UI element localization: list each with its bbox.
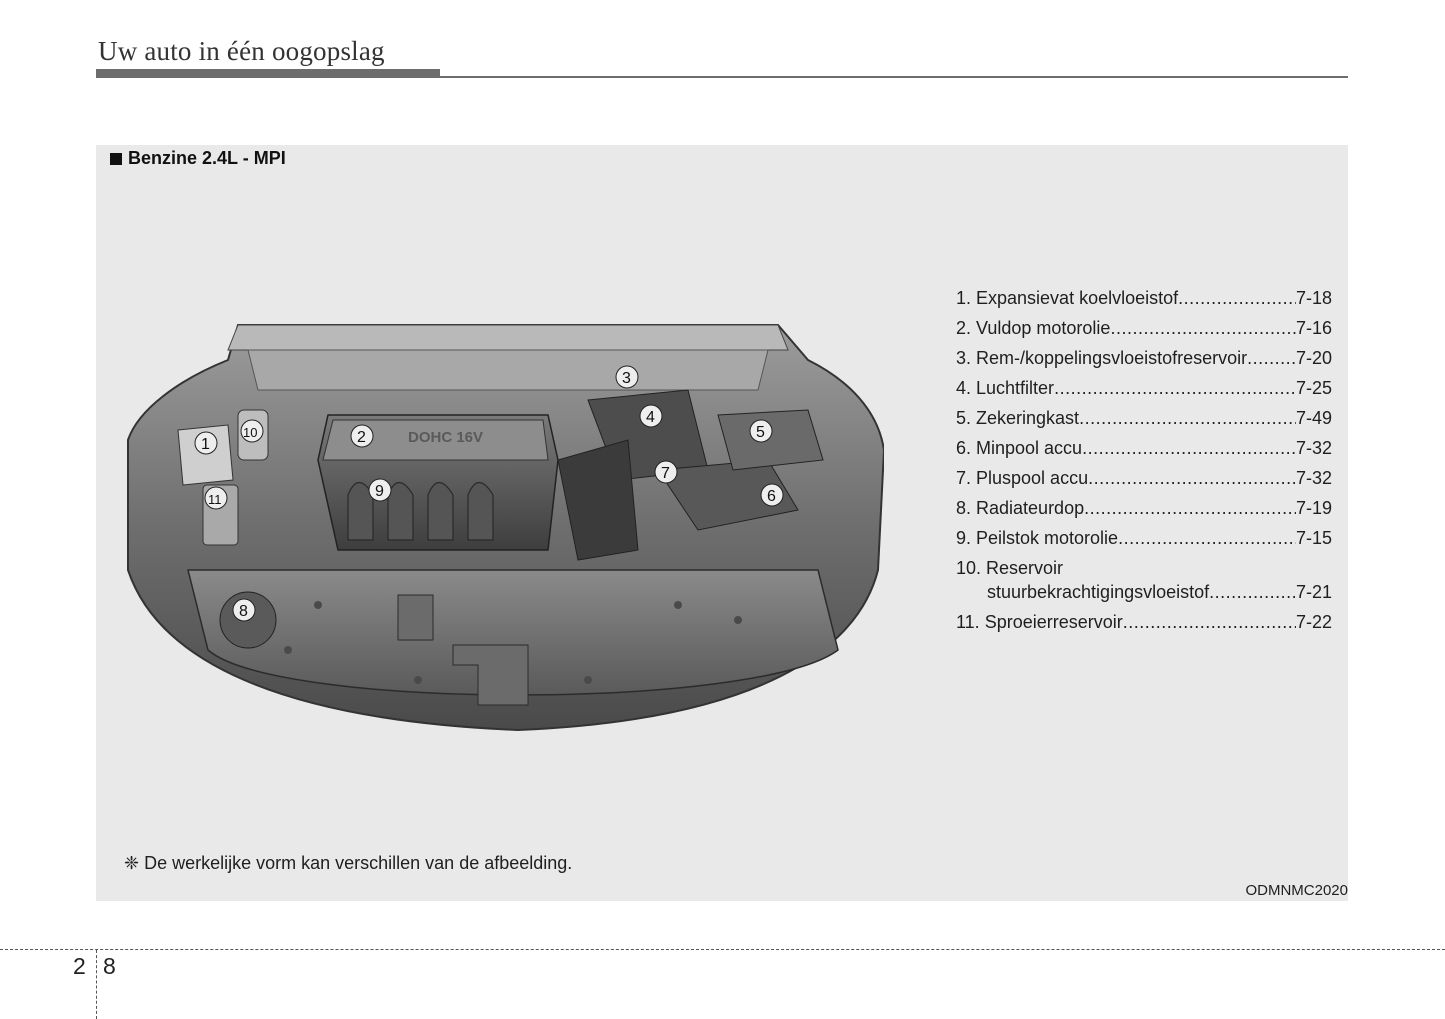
svg-text:7: 7 — [661, 465, 670, 482]
fuse-box — [718, 410, 823, 470]
callout-7 — [655, 461, 677, 483]
engine-bay-illustration — [118, 320, 884, 740]
svg-text:9: 9 — [375, 483, 384, 500]
legend-item-3: 3. Rem-/koppelingsvloeistofreservoir ..... 7-20 — [956, 348, 1332, 378]
legend-item-7: 7. Pluspool accu ..... 7-32 — [956, 468, 1332, 498]
callout-11 — [205, 487, 227, 509]
figure-code: ODMNMC2020 — [1245, 882, 1348, 899]
panel-heading — [110, 148, 286, 169]
page-number: 8 — [103, 953, 116, 979]
callout-9 — [369, 479, 391, 501]
svg-text:10: 10 — [243, 425, 258, 440]
legend-item-1: 1. Expansievat koelvloeistof ..... 7-18 — [956, 288, 1332, 318]
svg-text:6: 6 — [767, 488, 776, 505]
svg-text:4: 4 — [646, 409, 655, 426]
legend-item-2: 2. Vuldop motorolie ..... 7-16 — [956, 318, 1332, 348]
callout-3 — [616, 366, 638, 388]
callout-5 — [750, 420, 772, 442]
legend-item-5: 5. Zekeringkast ..... 7-49 — [956, 408, 1332, 438]
svg-text:11: 11 — [208, 492, 222, 507]
square-bullet-icon — [110, 153, 122, 165]
footnote: ❈ De werkelijke vorm kan verschillen van de afbeelding. — [124, 853, 573, 873]
legend-item-4: 4. Luchtfilter ..... 7-25 — [956, 378, 1332, 408]
svg-text:2: 2 — [357, 429, 366, 446]
legend-item-6: 6. Minpool accu ..... 7-32 — [956, 438, 1332, 468]
engine-cover-text: DOHC 16V — [408, 429, 484, 446]
callout-8 — [233, 599, 255, 621]
svg-text:3: 3 — [622, 370, 631, 387]
page-footer-divider — [0, 949, 1445, 950]
callout-2 — [351, 425, 373, 447]
callout-4 — [640, 405, 662, 427]
page-number-divider — [96, 950, 97, 1019]
svg-text:8: 8 — [239, 603, 248, 620]
callout-6 — [761, 484, 783, 506]
header-rule-thin — [440, 76, 1348, 78]
legend-item-10: 10. Reservoir stuurbekrachtigingsvloeistof ..... 7-21 — [956, 558, 1332, 612]
svg-text:5: 5 — [756, 424, 765, 441]
legend-item-8: 8. Radiateurdop ..... 7-19 — [956, 498, 1332, 528]
header-rule-thick — [96, 69, 440, 78]
callout-1 — [195, 432, 217, 454]
legend-item-11: 11. Sproeierreservoir ..... 7-22 — [956, 612, 1332, 642]
svg-text:1: 1 — [201, 436, 210, 453]
chapter-number: 2 — [73, 953, 86, 979]
panel-heading-text: Benzine 2.4L - MPI — [128, 148, 286, 168]
legend-item-9: 9. Peilstok motorolie ..... 7-15 — [956, 528, 1332, 558]
figure-panel — [96, 145, 1348, 901]
callout-10 — [241, 420, 263, 442]
page-header-title: Uw auto in één oogopslag — [98, 36, 385, 66]
component-legend — [956, 288, 1332, 642]
